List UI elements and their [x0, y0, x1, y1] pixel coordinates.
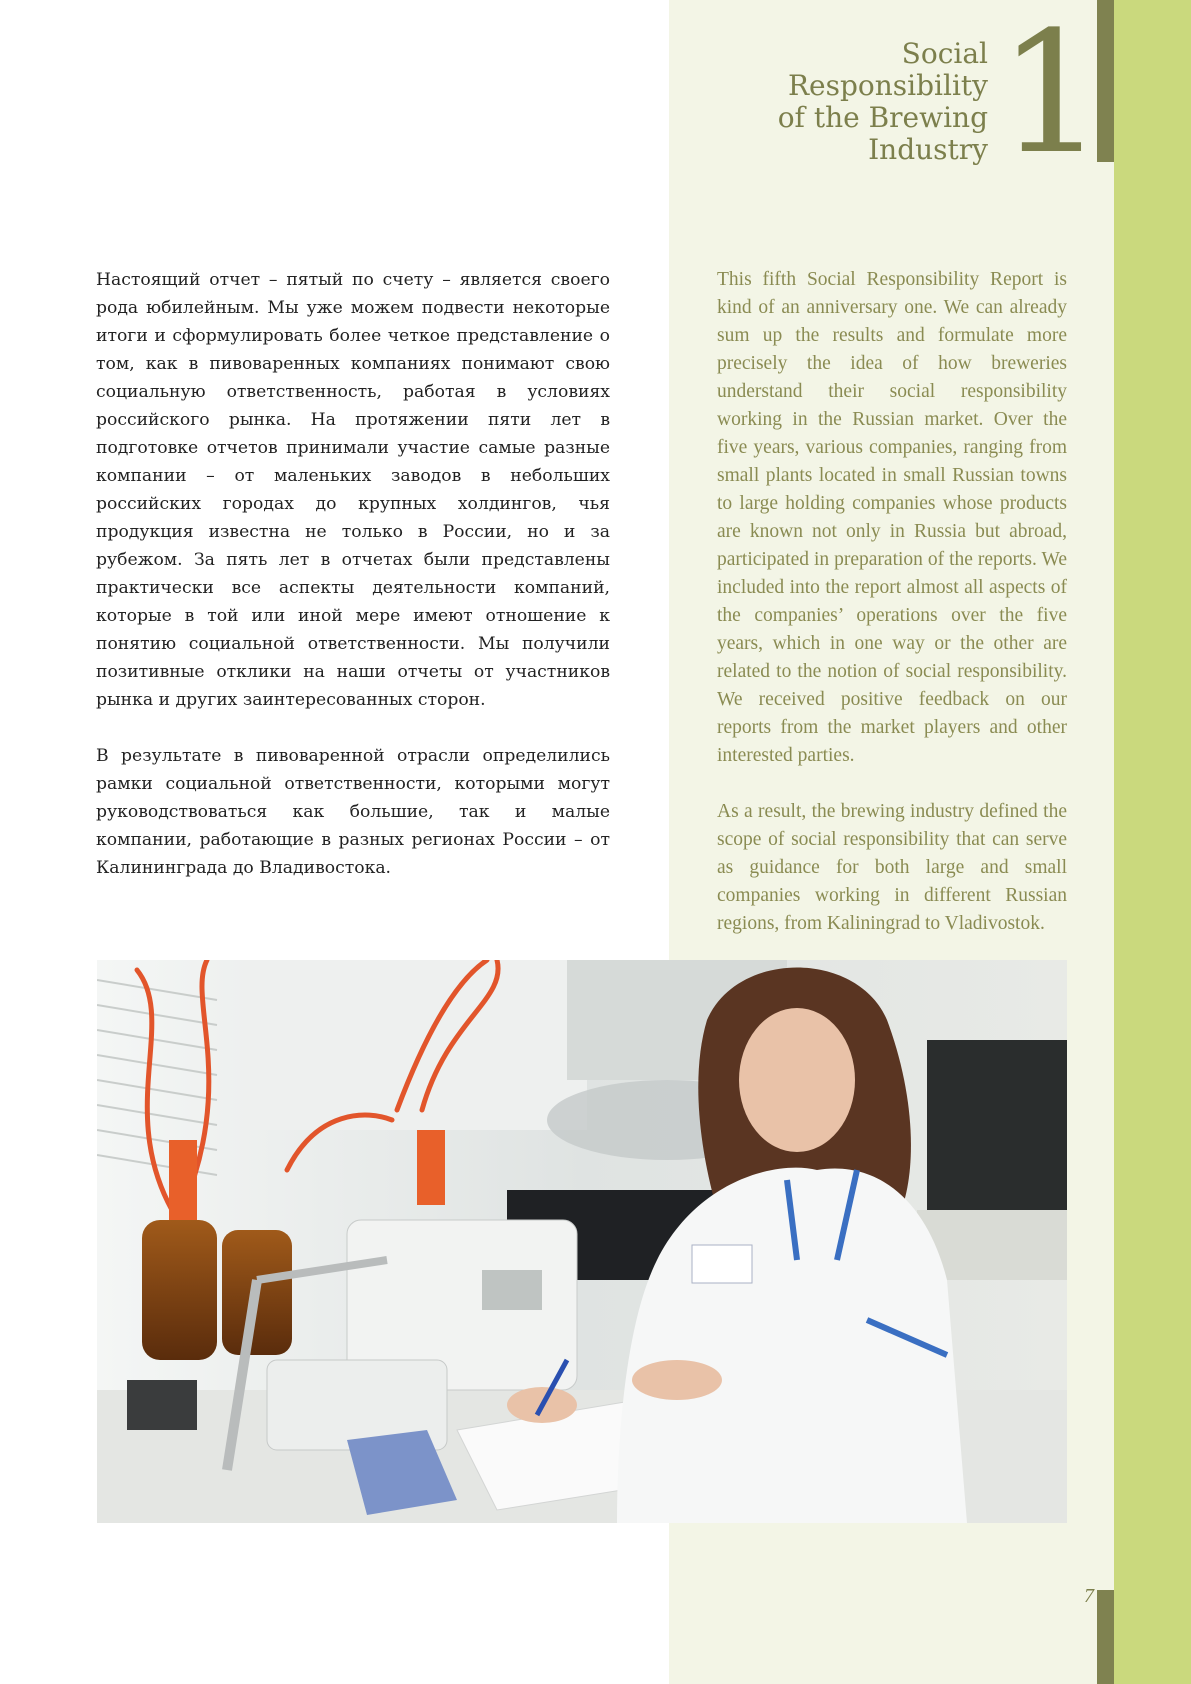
green-edge-strip	[1114, 0, 1191, 1684]
english-paragraph: This fifth Social Responsibility Report is kind of an anniversary one. We can already sum up the results and formulate more precisely the idea of how breweries understand their social responsibility working in the Russian market. Over the five years, various companies, ranging from small plants located in small Russian towns to large holding companies whose products are known not only in Russia but abroad, participated in preparation of the reports. We included into the report almost all aspects of the companies’ operations over the five years, which in one way or the other are related to the notion of social responsibility. We received positive feedback on our reports from the market players and other interested parties.	[717, 269, 1067, 766]
chapter-number: 1	[998, 0, 1105, 191]
russian-paragraph: В результате в пивоваренной отрасли определились рамки социальной ответственности, которыми могут руководствоваться как большие, так и малые компании, работающие в разных регионах России – от Калининграда до Владивостока.	[96, 746, 610, 878]
russian-paragraph: Настоящий отчет – пятый по счету – является своего рода юбилейным. Мы уже можем подвести некоторые итоги и сформулировать более четкое представление о том, как в пивоваренных компаниях понимают свою социальную ответственность, работая в условиях российского рынка. На протяжении пяти лет в подготовке отчетов принимали участие самые разные компании – от маленьких заводов в небольших российских городах до крупных холдингов, чья продукция известна не только в России, но и за рубежом. За пять лет в отчетах были представлены практически все аспекты деятельности компаний, которые в той или иной мере имеют отношение к понятию социальной ответственности. Мы получили позитивные отклики на наши отчеты от участников рынка и других заинтересованных сторон.	[96, 270, 610, 710]
english-paragraph: As a result, the brewing industry defined the scope of social responsibility that can serve as guidance for both large and small companies working in different Russian regions, from Kaliningrad to Vladivostok.	[717, 801, 1067, 934]
english-text-column	[717, 266, 1067, 966]
footer-marker-bar	[1097, 1590, 1114, 1684]
chapter-title: Social Responsibility of the Brewing Industry	[777, 37, 988, 166]
laboratory-photo	[97, 960, 1067, 1523]
page-number: 7	[1084, 1585, 1094, 1607]
russian-text-column	[96, 266, 610, 910]
